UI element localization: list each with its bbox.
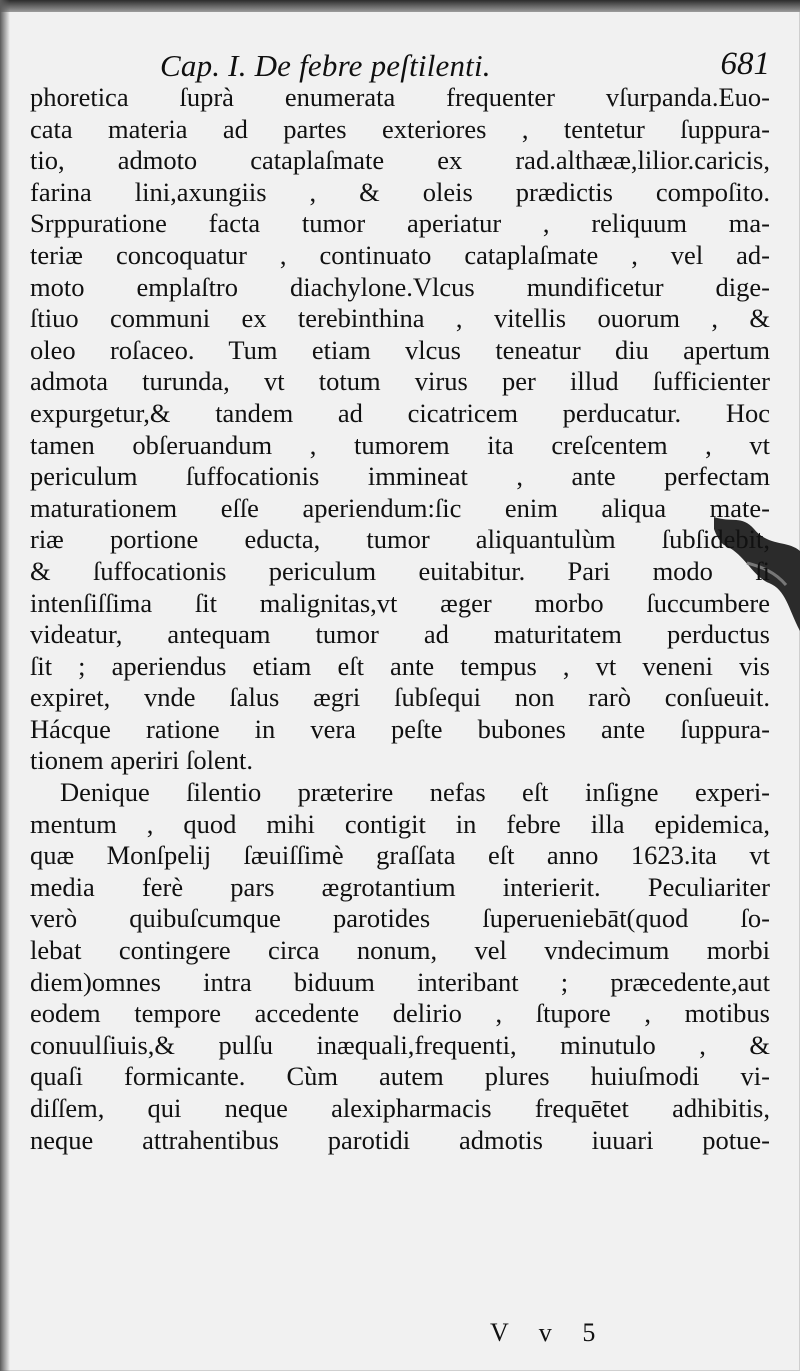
page-footer [490, 1318, 607, 1348]
text-line: media ferè pars ægrotantium interierit. Peculiariter [30, 871, 770, 902]
text-line: diſſem, qui neque alexipharmacis frequētet adhibitis, [30, 1093, 770, 1123]
text-line: conuulſiuis,& pulſu inæquali,frequenti, minutulo , & [30, 1029, 770, 1060]
text-line: oleo roſaceo. Tum etiam vlcus teneatur diu apertum [30, 334, 770, 365]
running-head: Cap. I. De febre peſtilenti. [160, 48, 491, 83]
text-line: videatur, antequam tumor ad maturitatem perductus [30, 619, 770, 650]
text-line: lebat contingere circa nonum, vel vndecimum morbi [30, 935, 770, 966]
text-line: cata materia ad partes exteriores , tentetur ſuppura- [30, 113, 770, 144]
text-line: mentum , quod mihi contigit in febre illa epidemica, [30, 808, 770, 839]
text-line: quaſi formicante. Cùm autem plures huiuſmodi vi- [30, 1061, 770, 1092]
text-line: intenſiſſima ſit malignitas,vt æger morbo ſuccumbere [30, 587, 770, 618]
text-line: expiret, vnde ſalus ægri ſubſequi non rarò conſueuit. [30, 682, 770, 713]
text-line: farina lini,axungiis , & oleis prædictis compoſito. [30, 176, 770, 207]
body-text [30, 82, 770, 1156]
text-line: Srppuratione facta tumor aperiatur , reliquum ma- [30, 208, 770, 239]
text-line: expurgetur,& tandem ad cicatricem perducatur. Hoc [30, 397, 770, 428]
text-line: maturationem eſſe aperiendum:ſic enim aliqua mate- [30, 492, 770, 523]
text-line: admota turunda, vt totum virus per illud ſufficienter [30, 366, 770, 397]
text-line: verò quibuſcumque parotides ſuperueniebāt(quod ſo- [30, 903, 770, 934]
text-line: tionem aperiri ſolent. [30, 745, 253, 776]
text-line: diem)omnes intra biduum interibant ; præcedente,aut [30, 966, 770, 997]
text-line: moto emplaſtro diachylone.Vlcus mundificetur dige- [30, 271, 770, 302]
text-line: tio, admoto cataplaſmate ex rad.althææ,lilior.caricis, [30, 145, 770, 176]
text-line: tamen obſeruandum , tumorem ita creſcentem , vt [30, 429, 770, 460]
text-line: periculum ſuffocationis immineat , ante perfectam [30, 461, 770, 492]
custos-mark: 5 [582, 1318, 608, 1347]
text-line: & ſuffocationis periculum euitabitur. Pari modo ſi [30, 555, 770, 586]
scan-left-edge [0, 0, 10, 1371]
text-line: riæ portione educta, tumor aliquantulùm ſubſidebit, [30, 524, 770, 555]
text-line: neque attrahentibus parotidi admotis iuuari potue- [30, 1124, 770, 1155]
text-line: teriæ concoquatur , continuato cataplaſmate , vel ad- [30, 239, 770, 270]
text-line: quæ Monſpelij ſæuiſſimè graſſata eſt anno 1623.ita vt [30, 840, 770, 871]
text-line: eodem tempore accedente delirio , ſtupore , motibus [30, 998, 770, 1029]
text-line: Denique ſilentio præterire nefas eſt inſigne experi- [60, 777, 770, 808]
text-line: phoretica ſuprà enumerata frequenter vſurpanda.Euo- [30, 82, 770, 112]
text-line: ſit ; aperiendus etiam eſt ante tempus , vt veneni vis [30, 650, 770, 681]
text-line: ſtiuo communi ex terebinthina , vitellis ouorum , & [30, 303, 770, 334]
signature-mark: V v [490, 1318, 564, 1347]
page-number: 681 [720, 46, 770, 82]
scan-top-edge [0, 0, 800, 12]
text-line: Hácque ratione in vera peſte bubones ante ſuppura- [30, 713, 770, 744]
